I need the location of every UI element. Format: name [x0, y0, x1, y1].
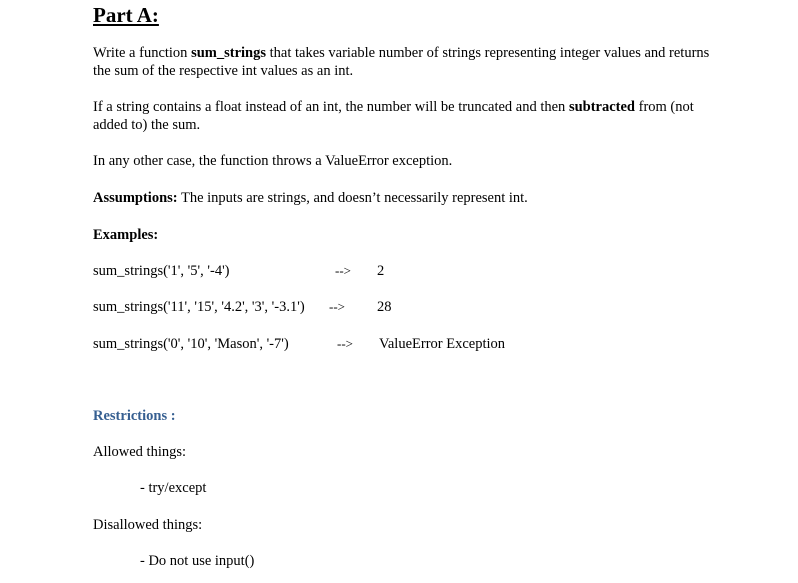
assumptions-label: Assumptions:	[93, 190, 178, 206]
intro-paragraph-1	[93, 44, 723, 80]
example-result: 28	[377, 299, 392, 315]
intro-paragraph-3: In any other case, the function throws a ValueError exception.	[93, 153, 453, 169]
example-result: 2	[377, 263, 385, 279]
intro-p2-post: from (not added to) the sum.	[93, 99, 694, 133]
assumptions-text: The inputs are strings, and doesn’t necessarily represent int.	[177, 190, 528, 206]
example-arrow: -->	[329, 299, 345, 314]
example-row	[93, 262, 733, 280]
part-title: Part A:	[93, 3, 159, 27]
example-call: sum_strings('1', '5', '-4')	[93, 263, 230, 279]
intro-p2-pre: If a string contains a float instead of an int, the number will be truncated and then	[93, 99, 569, 115]
assumptions-paragraph	[93, 189, 528, 207]
allowed-label: Allowed things:	[93, 444, 187, 460]
example-arrow: -->	[337, 336, 353, 351]
allowed-item: - try/except	[140, 480, 207, 496]
examples-heading	[93, 226, 158, 244]
function-name: sum_strings	[191, 45, 266, 61]
example-row	[93, 298, 733, 316]
example-arrow: -->	[335, 263, 351, 278]
disallowed-item: - Do not use input()	[140, 553, 255, 569]
examples-heading-text: Examples:	[93, 227, 159, 243]
restrictions-heading: Restrictions :	[93, 408, 176, 424]
example-row	[93, 335, 733, 353]
subtracted-emphasis: subtracted	[568, 99, 635, 115]
intro-p1-post: that takes variable number of strings representing integer values and returns the sum of the respective int values as an int.	[93, 45, 710, 79]
intro-paragraph-2	[93, 98, 723, 134]
example-call: sum_strings('0', '10', 'Mason', '-7')	[93, 336, 289, 352]
example-result: ValueError Exception	[379, 336, 506, 352]
disallowed-label: Disallowed things:	[93, 517, 203, 533]
intro-p1-pre: Write a function	[93, 45, 192, 61]
example-call: sum_strings('11', '15', '4.2', '3', '-3.1')	[93, 299, 305, 315]
